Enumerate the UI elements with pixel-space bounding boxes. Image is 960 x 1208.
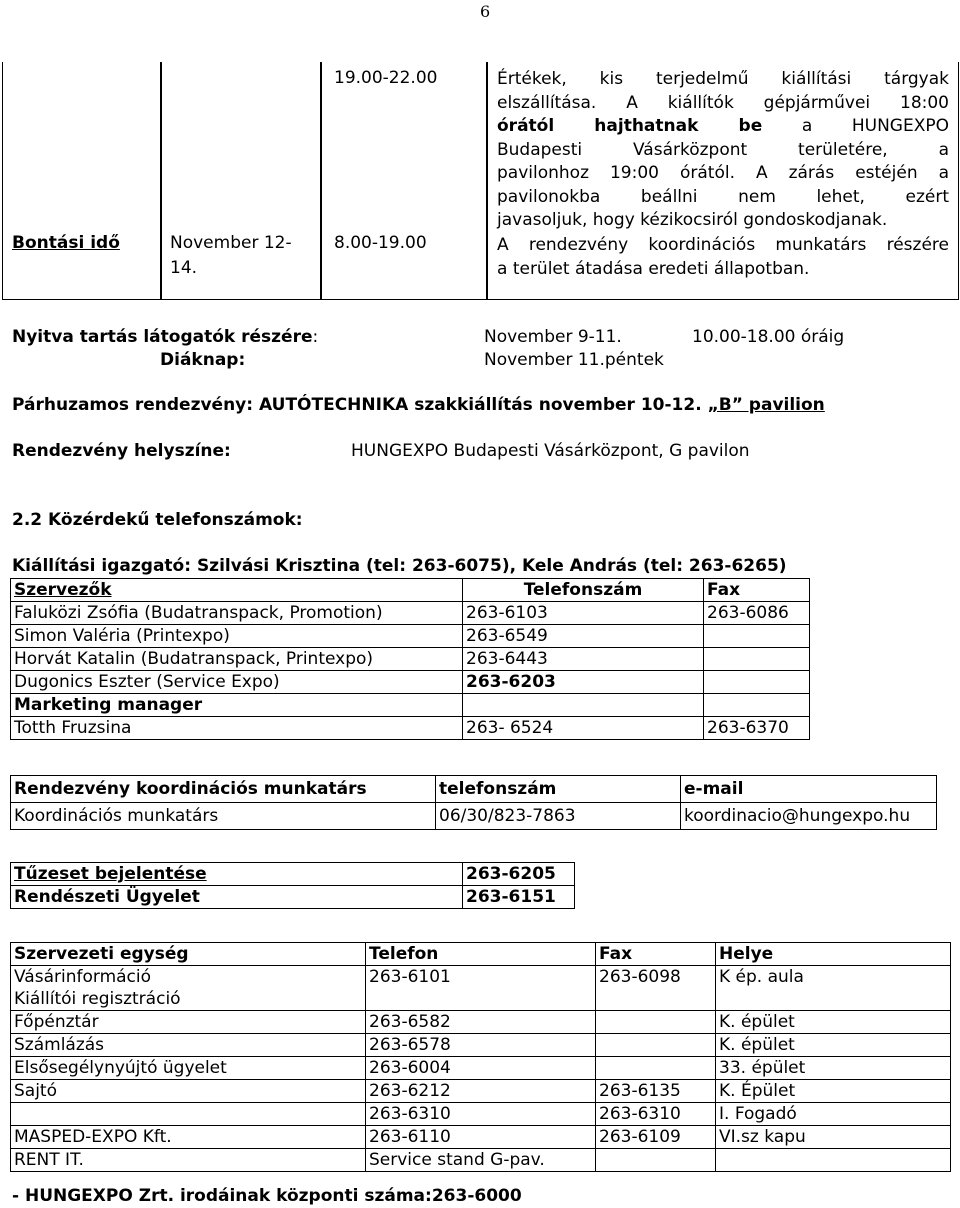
venue-label: Rendezvény helyszíne:	[12, 441, 231, 461]
header-cell: Rendezvény koordinációs munkatárs	[11, 776, 436, 803]
table-cell	[704, 694, 810, 717]
table-row	[11, 1103, 951, 1126]
table-row	[11, 863, 575, 886]
dismantling-description	[497, 233, 949, 281]
table-cell: Tűzeset bejelentése	[11, 863, 463, 886]
text-line: Értékek, kis terjedelmű kiállítási tárgyak	[497, 69, 949, 89]
text-line: elszállítása. A kiállítók gépjárművei 18:00	[497, 92, 949, 113]
table-cell: 263-6310	[366, 1103, 596, 1126]
table-cell	[704, 648, 810, 671]
table-cell: koordinacio@hungexpo.hu	[681, 803, 937, 830]
table-cell: 263-6310	[596, 1103, 716, 1126]
table-cell: K. Épület	[716, 1080, 951, 1103]
opening-hours-label: Nyitva tartás látogatók részére:	[12, 327, 319, 347]
text-line: pavilonokba beállni nem lehet, ezért	[497, 186, 949, 207]
table-cell: 263- 6524	[463, 717, 704, 740]
table-cell	[596, 1149, 716, 1172]
section-title: 2.2 Közérdekű telefonszámok:	[12, 510, 303, 530]
text-line: Budapesti Vásárközpont területére, a	[497, 139, 949, 160]
table-row	[11, 1149, 951, 1172]
table-cell	[596, 1011, 716, 1034]
table-cell: 263-6110	[366, 1126, 596, 1149]
table-cell: Sajtó	[11, 1080, 366, 1103]
table-row	[11, 648, 810, 671]
venue-value: HUNGEXPO Budapesti Vásárközpont, G pavilon	[351, 441, 750, 461]
dismantling-time: 8.00-19.00	[334, 233, 427, 253]
table-cell	[463, 694, 704, 717]
organizers-table	[10, 578, 810, 740]
table-row	[11, 886, 575, 909]
parallel-event: Párhuzamos rendezvény: AUTÓTECHNIKA szakkiállítás november 10-12. „B” pavilion	[12, 395, 825, 415]
table-cell: Dugonics Eszter (Service Expo)	[11, 671, 463, 694]
table-cell	[704, 625, 810, 648]
header-cell: Helye	[716, 943, 951, 966]
table-cell: 263-6212	[366, 1080, 596, 1103]
header-cell: e-mail	[681, 776, 937, 803]
table-cell	[704, 671, 810, 694]
page-number: 6	[480, 2, 491, 21]
central-number: - HUNGEXPO Zrt. irodáinak központi száma:263-6000	[12, 1186, 522, 1206]
text-line: javasoljuk, hogy kézikocsiról gondoskodjanak.	[497, 210, 888, 230]
table-cell: 263-6098	[596, 966, 716, 1011]
director-line: Kiállítási igazgató: Szilvási Krisztina (tel: 263-6075), Kele András (tel: 263-6265)	[12, 556, 787, 576]
table-cell: 06/30/823-7863	[436, 803, 681, 830]
schedule-col-divider	[320, 62, 322, 300]
table-row	[11, 671, 810, 694]
schedule-description	[497, 68, 949, 233]
table-cell: 263-6443	[463, 648, 704, 671]
table-cell: Főpénztár	[11, 1011, 366, 1034]
table-cell: 263-6086	[704, 602, 810, 625]
text-line: A rendezvény koordinációs munkatárs részére	[497, 235, 949, 255]
text-line: pavilonhoz 19:00 órától. A zárás estéjén a	[497, 163, 949, 183]
table-cell: K. épület	[716, 1011, 951, 1034]
table-cell: RENT IT.	[11, 1149, 366, 1172]
table-cell: Rendészeti Ügyelet	[11, 886, 463, 909]
header-cell: telefonszám	[436, 776, 681, 803]
table-cell: 263-6151	[463, 886, 575, 909]
table-cell: Számlázás	[11, 1034, 366, 1057]
table-row	[11, 803, 937, 830]
schedule-time: 19.00-22.00	[334, 68, 438, 88]
student-day-label: Diáknap:	[160, 350, 246, 370]
table-cell	[596, 1034, 716, 1057]
header-cell: Fax	[596, 943, 716, 966]
table-cell	[11, 1103, 366, 1126]
table-cell: MASPED-EXPO Kft.	[11, 1126, 366, 1149]
opening-hours: 10.00-18.00 óráig	[692, 327, 845, 347]
table-cell: Service stand G-pav.	[366, 1149, 596, 1172]
table-cell: 263-6004	[366, 1057, 596, 1080]
table-cell: K ép. aula	[716, 966, 951, 1011]
table-row	[11, 1080, 951, 1103]
table-row	[11, 694, 810, 717]
table-cell: VI.sz kapu	[716, 1126, 951, 1149]
table-row	[11, 1011, 951, 1034]
dismantling-label: Bontási idő	[12, 233, 120, 253]
table-cell: Faluközi Zsófia (Budatranspack, Promotion)	[11, 602, 463, 625]
table-cell: Marketing manager	[11, 694, 463, 717]
table-cell: 263-6582	[366, 1011, 596, 1034]
table-cell: K. épület	[716, 1034, 951, 1057]
table-cell: 263-6109	[596, 1126, 716, 1149]
table-cell	[596, 1057, 716, 1080]
table-row	[11, 1057, 951, 1080]
table-cell: 263-6370	[704, 717, 810, 740]
table-cell: I. Fogadó	[716, 1103, 951, 1126]
table-cell: Koordinációs munkatárs	[11, 803, 436, 830]
header-cell: Szervezők	[11, 579, 463, 602]
table-row	[11, 602, 810, 625]
header-cell: Szervezeti egység	[11, 943, 366, 966]
table-row	[11, 717, 810, 740]
header-cell: Telefonszám	[463, 579, 704, 602]
table-cell	[716, 1149, 951, 1172]
table-cell: 33. épület	[716, 1057, 951, 1080]
table-row	[11, 1034, 951, 1057]
table-row	[11, 625, 810, 648]
header-cell: Fax	[704, 579, 810, 602]
header-cell: Telefon	[366, 943, 596, 966]
table-cell: 263-6549	[463, 625, 704, 648]
schedule-col-divider	[486, 62, 488, 300]
table-cell: Elsősegélynyújtó ügyelet	[11, 1057, 366, 1080]
table-cell: 263-6578	[366, 1034, 596, 1057]
table-cell: 263-6135	[596, 1080, 716, 1103]
table-header-row	[11, 776, 937, 803]
table-cell: 263-6205	[463, 863, 575, 886]
table-row	[11, 1126, 951, 1149]
opening-dates: November 9-11.	[484, 327, 622, 347]
table-header-row	[11, 579, 810, 602]
text-line: a terület átadása eredeti állapotban.	[497, 259, 810, 279]
schedule-col-divider	[160, 62, 162, 300]
units-table	[10, 942, 951, 1172]
table-cell: Totth Fruzsina	[11, 717, 463, 740]
table-cell: 263-6101	[366, 966, 596, 1011]
dismantling-date: November 12-	[170, 233, 292, 253]
student-day-date: November 11.péntek	[484, 350, 664, 370]
table-cell: 263-6203	[463, 671, 704, 694]
table-cell: 263-6103	[463, 602, 704, 625]
coordinator-table	[10, 775, 937, 830]
dismantling-date: 14.	[170, 258, 198, 278]
emergency-table	[10, 862, 575, 909]
table-row	[11, 966, 951, 1011]
table-header-row	[11, 943, 951, 966]
table-cell: Vásárinformáció Kiállítói regisztráció	[11, 966, 366, 1011]
table-cell: Horvát Katalin (Budatranspack, Printexpo)	[11, 648, 463, 671]
text-line: órától hajthatnak be a HUNGEXPO	[497, 116, 949, 136]
table-cell: Simon Valéria (Printexpo)	[11, 625, 463, 648]
